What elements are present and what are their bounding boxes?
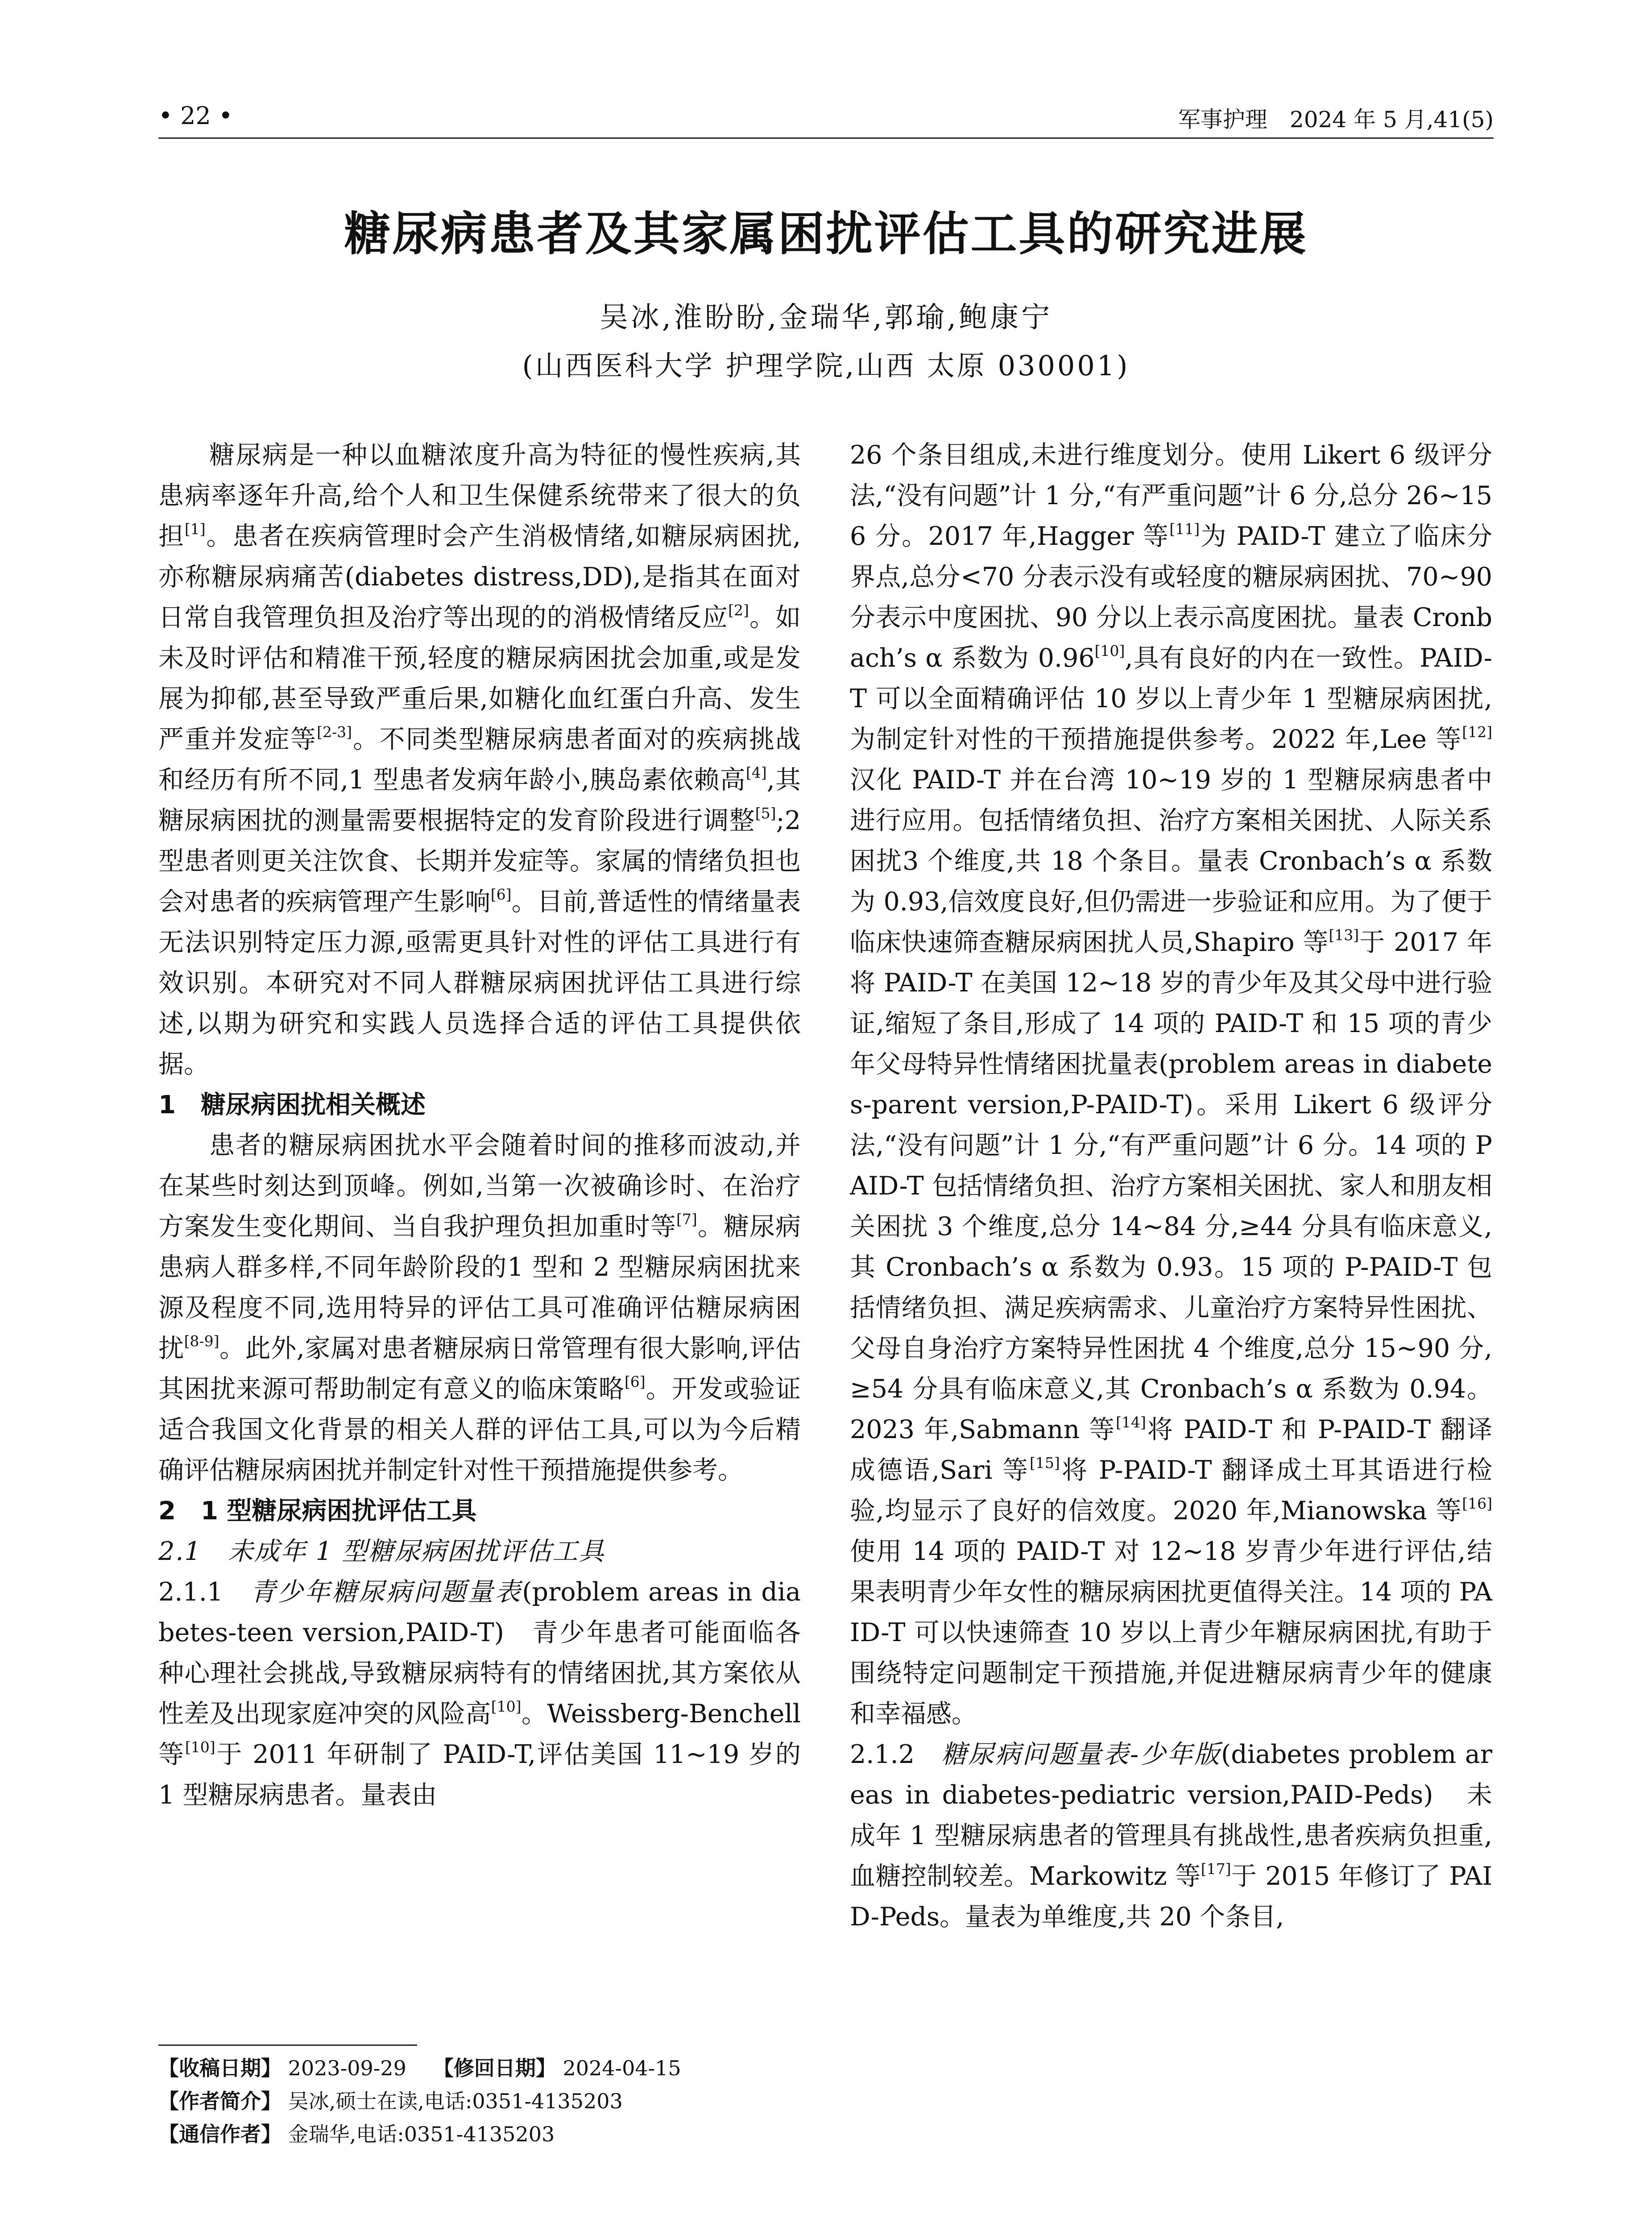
citation: [10] <box>185 1738 215 1756</box>
subsection-title: 青少年糖尿病问题量表 <box>250 1577 522 1607</box>
subsection-number: 2.1.1 <box>158 1577 224 1607</box>
footnote-block <box>158 2052 681 2151</box>
citation: [1] <box>184 520 206 538</box>
author-list: 吴冰,淮盼盼,金瑞华,郭瑜,鲍康宁 <box>599 301 1053 334</box>
footnote-corresponding: 【通信作者】 金瑞华,电话:0351-4135203 <box>158 2122 555 2146</box>
citation: [5] <box>755 804 776 822</box>
section-heading-2: 2 1 型糖尿病困扰评估工具 <box>158 1497 477 1526</box>
citation: [13] <box>1329 926 1359 944</box>
subsection-2-1-2-paragraph: 2.1.2 糖尿病问题量表-少年版(diabetes problem areas in diabetes-pediatric version,PAID-Peds) 未成年 1 型糖尿病患者的管理具有挑战性,患者疾病负担重,血糖控制较差。Markowitz 等[17]于 2015 年修订了 PAID-Peds。量表为单维度,共 20 个条目, <box>850 1740 1492 1932</box>
subsection-heading-2-1: 2.1 未成年 1 型糖尿病困扰评估工具 <box>158 1537 605 1566</box>
citation: [14] <box>1116 1414 1146 1431</box>
right-column <box>850 435 1492 1937</box>
citation: [16] <box>1462 1495 1492 1512</box>
subsection-2-1-1-paragraph: 2.1.1 青少年糖尿病问题量表(problem areas in diabetes-teen version,PAID-T) 青少年患者可能面临各种心理社会挑战,导致糖尿病特有的情绪困扰,其方案依从性差及出现家庭冲突的风险高[10]。Weissberg-Benchell 等[10]于 2011 年研制了 PAID-T,评估美国 11~19 岁的 1 型糖尿病患者。量表由 <box>158 1577 801 1810</box>
citation: [6] <box>490 886 512 903</box>
footnote-dates: 【收稿日期】 2023-09-29 【修回日期】 2024-04-15 <box>158 2056 681 2080</box>
affiliation: (山西医科大学 护理学院,山西 太原 030001) <box>522 349 1130 382</box>
citation: [17] <box>1201 1860 1231 1878</box>
page-number: • 22 • <box>158 102 233 130</box>
citation: [15] <box>1030 1454 1060 1472</box>
citation: [10] <box>1094 642 1125 659</box>
subsection-number: 2.1.2 <box>850 1740 915 1769</box>
journal-citation: 军事护理 2024 年 5 月,41(5) <box>1178 107 1494 133</box>
footnote-author: 【作者简介】 吴冰,硕士在读,电话:0351-4135203 <box>158 2089 623 2113</box>
left-column <box>158 435 801 1816</box>
citation: [2-3] <box>317 723 352 741</box>
citation: [11] <box>1169 520 1200 538</box>
section-heading-1: 1 糖尿病困扰相关概述 <box>158 1091 426 1120</box>
footnote-divider <box>158 2044 417 2046</box>
citation: [7] <box>676 1211 697 1228</box>
citation: [6] <box>624 1373 646 1390</box>
citation: [10] <box>491 1698 522 1715</box>
intro-paragraph: 糖尿病是一种以血糖浓度升高为特征的慢性疾病,其患病率逐年升高,给个人和卫生保健系统带来了很大的负担[1]。患者在疾病管理时会产生消极情绪,如糖尿病困扰,亦称糖尿病痛苦(diabetes distress,DD),是指其在面对日常自我管理负担及治疗等出现的的消极情绪反应[2]。如未及时评估和精准干预,轻度的糖尿病困扰会加重,或是发展为抑郁,甚至导致严重后果,如糖化血红蛋白升高、发生严重并发症等[2-3]。不同类型糖尿病患者面对的疾病挑战和经历有所不同,1 型患者发病年龄小,胰岛素依赖高[4],其糖尿病困扰的测量需要根据特定的发育阶段进行调整[5];2 型患者则更关注饮食、长期并发症等。家属的情绪负担也会对患者的疾病管理产生影响[6]。目前,普适性的情绪量表无法识别特定压力源,亟需更具针对性的评估工具进行有效识别。本研究对不同人群糖尿病困扰评估工具进行综述,以期为研究和实践人员选择合适的评估工具提供依据。 <box>158 440 801 1079</box>
citation: [4] <box>745 764 767 781</box>
article-title: 糖尿病患者及其家属困扰评估工具的研究进展 <box>344 207 1308 261</box>
citation: [2] <box>728 601 749 619</box>
citation: [12] <box>1462 723 1492 741</box>
citation: [8-9] <box>184 1332 219 1350</box>
section-1-paragraph: 患者的糖尿病困扰水平会随着时间的推移而波动,并在某些时刻达到顶峰。例如,当第一次被确诊时、在治疗方案发生变化期间、当自我护理负担加重时等[7]。糖尿病患病人群多样,不同年龄阶段的1 型和 2 型糖尿病困扰来源及程度不同,选用特异的评估工具可准确评估糖尿病困扰[8-9]。此外,家属对患者糖尿病日常管理有很大影响,评估其困扰来源可帮助制定有意义的临床策略[6]。开发或验证适合我国文化背景的相关人群的评估工具,可以为今后精确评估糖尿病困扰并制定针对性干预措施提供参考。 <box>158 1131 801 1485</box>
running-header <box>158 97 1494 139</box>
subsection-title: 糖尿病问题量表-少年版 <box>941 1740 1221 1769</box>
paid-t-paragraph: 26 个条目组成,未进行维度划分。使用 Likert 6 级评分法,“没有问题”计 1 分,“有严重问题”计 6 分,总分 26~156 分。2017 年,Hagger 等[11]为 PAID-T 建立了临床分界点,总分<70 分表示没有或轻度的糖尿病困扰、70~90 分表示中度困扰、90 分以上表示高度困扰。量表 Cronbach’s α 系数为 0.96[10],具有良好的内在一致性。PAID-T 可以全面精确评估 10 岁以上青少年 1 型糖尿病困扰,为制定针对性的干预措施提供参考。2022 年,Lee 等[12]汉化 PAID-T 并在台湾 10~19 岁的 1 型糖尿病患者中进行应用。包括情绪负担、治疗方案相关困扰、人际关系困扰3 个维度,共 18 个条目。量表 Cronbach’s α 系数为 0.93,信效度良好,但仍需进一步验证和应用。为了便于临床快速筛查糖尿病困扰人员,Shapiro 等[13]于 2017 年将 PAID-T 在美国 12~18 岁的青少年及其父母中进行验证,缩短了条目,形成了 14 项的 PAID-T 和 15 项的青少年父母特异性情绪困扰量表(problem areas in diabetes-parent version,P-PAID-T)。采用 Likert 6 级评分法,“没有问题”计 1 分,“有严重问题”计 6 分。14 项的 PAID-T 包括情绪负担、治疗方案相关困扰、家人和朋友相关困扰 3 个维度,总分 14~84 分,≥44 分具有临床意义,其 Cronbach’s α 系数为 0.93。15 项的 P-PAID-T 包括情绪负担、满足疾病需求、儿童治疗方案特异性困扰、父母自身治疗方案特异性困扰 4 个维度,总分 15~90 分,≥54 分具有临床意义,其 Cronbach’s α 系数为 0.94。2023 年,Sabmann 等[14]将 PAID-T 和 P-PAID-T 翻译成德语,Sari 等[15]将 P-PAID-T 翻译成土耳其语进行检验,均显示了良好的信效度。2020 年,Mianowska 等[16]使用 14 项的 PAID-T 对 12~18 岁青少年进行评估,结果表明青少年女性的糖尿病困扰更值得关注。14 项的 PAID-T 可以快速筛查 10 岁以上青少年糖尿病困扰,有助于围绕特定问题制定干预措施,并促进糖尿病青少年的健康和幸福感。 <box>850 440 1493 1729</box>
